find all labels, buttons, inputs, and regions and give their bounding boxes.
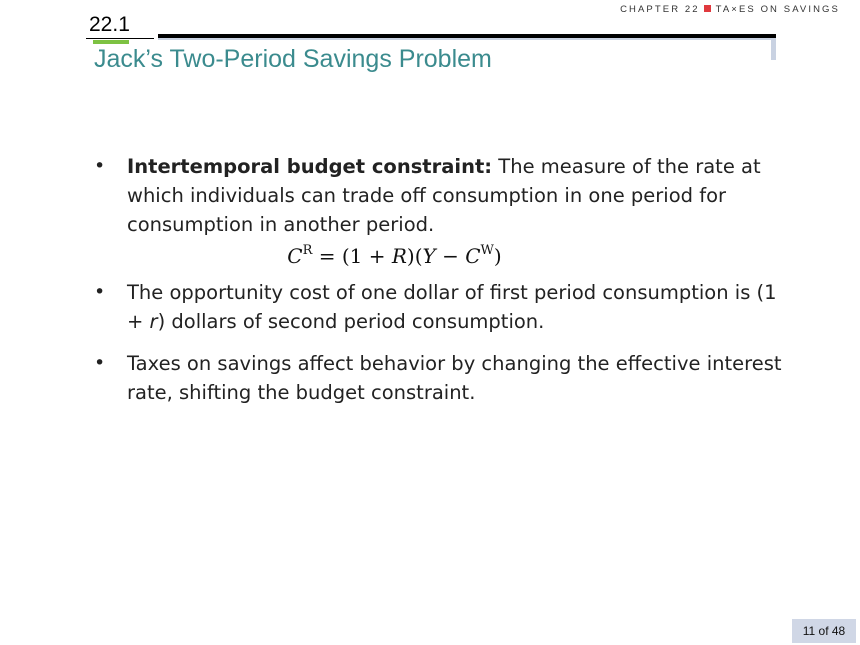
bullet-text-before: The opportunity cost of one dollar of first period consumption is (1 + [127,281,777,333]
bullet-item [92,278,792,336]
bullet-dot-icon: • [94,352,106,374]
page-counter: 11 of 48 [792,619,856,643]
term-definition: The measure of the rate at which individuals can trade off consumption in one period for consumption in another period. [127,155,761,236]
term-label: Intertemporal budget constraint: [127,155,493,178]
section-number: 22.1 [89,13,130,36]
chapter-title: TA×ES ON SAVINGS [715,4,840,15]
equation-open-paren: ( [414,244,423,268]
equation-open-factor: (1 + [341,244,392,268]
section-underline [86,38,154,39]
bullet-item [92,152,792,273]
bullet-variable: r [149,310,158,333]
bullet-dot-icon: • [94,155,106,177]
slide-title: Jack’s Two-Period Savings Problem [94,45,492,73]
equation-lhs-sup: R [302,243,313,258]
equation-minus: − [435,244,466,268]
header-rule-shadow [158,38,776,40]
bullet-text-after: ) dollars of second period consumption. [157,310,545,333]
accent-bar [93,40,129,44]
chapter-header [620,4,840,15]
equation-close-factor: ) [406,244,415,268]
equation-equals: = [318,244,336,268]
equation-lhs-var: C [287,244,303,268]
budget-equation [127,239,792,273]
bullet-list [92,152,792,407]
equation-cons-var: C [465,244,481,268]
header-rule-end [771,38,776,60]
bullet-text: Taxes on savings affect behavior by changing the effective interest rate, shifting the budget constraint. [127,352,782,404]
bullet-item [92,349,792,407]
equation-close-paren: ) [493,244,502,268]
equation-income-var: Y [422,244,436,268]
equation-rate-var: R [391,244,407,268]
equation-cons-sup: W [480,243,494,258]
separator-square-icon [704,5,711,12]
bullet-dot-icon: • [94,281,106,303]
chapter-label: CHAPTER 22 [620,4,700,15]
